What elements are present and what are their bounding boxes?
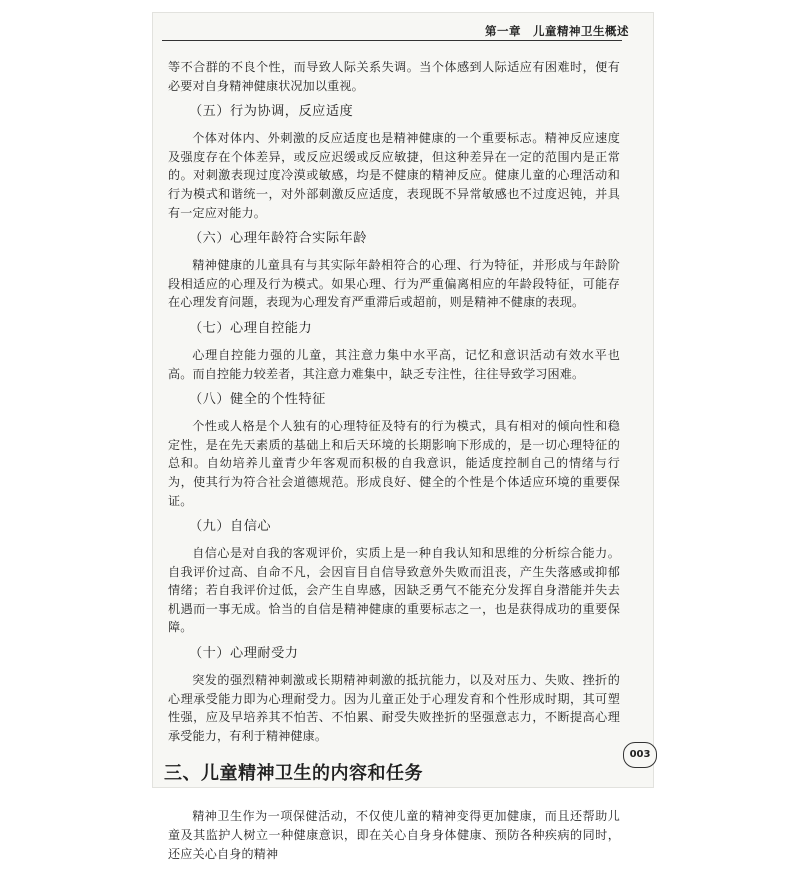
page-body	[164, 58, 620, 869]
page-number: 003	[623, 742, 657, 768]
subsection-heading: （六）心理年龄符合实际年龄	[189, 231, 367, 247]
paragraph: 自信心是对自我的客观评价，实质上是一种自我认知和思维的分析综合能力。自我评价过高、自命不凡，会因盲目自信导致意外失败而沮丧，产生失落感或抑郁情绪；若自我评价过低，会产生自卑感，因缺乏勇气不能充分发挥自身潜能并失去机遇而一事无成。恰当的自信是精神健康的重要标志之一，也是获得成功的重要保障。	[168, 546, 620, 635]
paragraph: 心理自控能力强的儿童，其注意力集中水平高，记忆和意识活动有效水平也高。而自控能力较差者，其注意力难集中，缺乏专注性，往往导致学习困难。	[168, 347, 620, 381]
subsection-heading: （七）心理自控能力	[189, 320, 313, 336]
paragraph: 精神卫生作为一项保健活动，不仅使儿童的精神变得更加健康，而且还帮助儿童及其监护人树立一种健康意识，即在关心自身身体健康、预防各种疾病的同时，还应关心自身的精神	[168, 809, 620, 861]
subsection-heading: （十）心理耐受力	[189, 646, 299, 662]
paragraph: 个性或人格是个人独有的心理特征及特有的行为模式，具有相对的倾向性和稳定性，是在先天素质的基础上和后天环境的长期影响下形成的，是一切心理特征的总和。自幼培养儿童青少年客观而积极的自我意识，能适度控制自己的情绪与行为，使其行为符合社会道德规范。形成良好、健全的个性是个体适应环境的重要保证。	[168, 419, 620, 508]
section-heading: 三、儿童精神卫生的内容和任务	[164, 763, 423, 785]
paragraph: 精神健康的儿童具有与其实际年龄相符合的心理、行为特征，并形成与年龄阶段相适应的心理及行为模式。如果心理、行为严重偏离相应的年龄段特征，可能存在心理发育问题，表现为心理发育严重滞后或超前，则是精神不健康的表现。	[168, 258, 620, 310]
paragraph: 个体对体内、外刺激的反应适度也是精神健康的一个重要标志。精神反应速度及强度存在个体差异，或反应迟缓或反应敏捷，但这种差异在一定的范围内是正常的。对刺激表现过度冷漠或敏感，均是不健康的精神反应。健康儿童的心理活动和行为模式和谐统一，对外部刺激反应适度，表现既不异常敏感也不过度迟钝，并具有一定应对能力。	[168, 131, 620, 220]
subsection-heading: （九）自信心	[189, 519, 272, 535]
paragraph: 等不合群的不良个性，而导致人际关系失调。当个体感到人际适应有困难时，便有必要对自身精神健康状况加以重视。	[168, 60, 620, 93]
subsection-heading: （八）健全的个性特征	[189, 392, 326, 408]
paragraph: 突发的强烈精神刺激或长期精神刺激的抵抗能力，以及对压力、失败、挫折的心理承受能力即为心理耐受力。因为儿童正处于心理发育和个性形成时期，其可塑性强，应及早培养其不怕苦、不怕累、耐受失败挫折的坚强意志力，不断提高心理承受能力，有利于精神健康。	[168, 673, 620, 743]
running-header: 第一章 儿童精神卫生概述	[485, 24, 629, 38]
subsection-heading: （五）行为协调，反应适度	[189, 104, 354, 120]
header-rule	[162, 40, 622, 41]
